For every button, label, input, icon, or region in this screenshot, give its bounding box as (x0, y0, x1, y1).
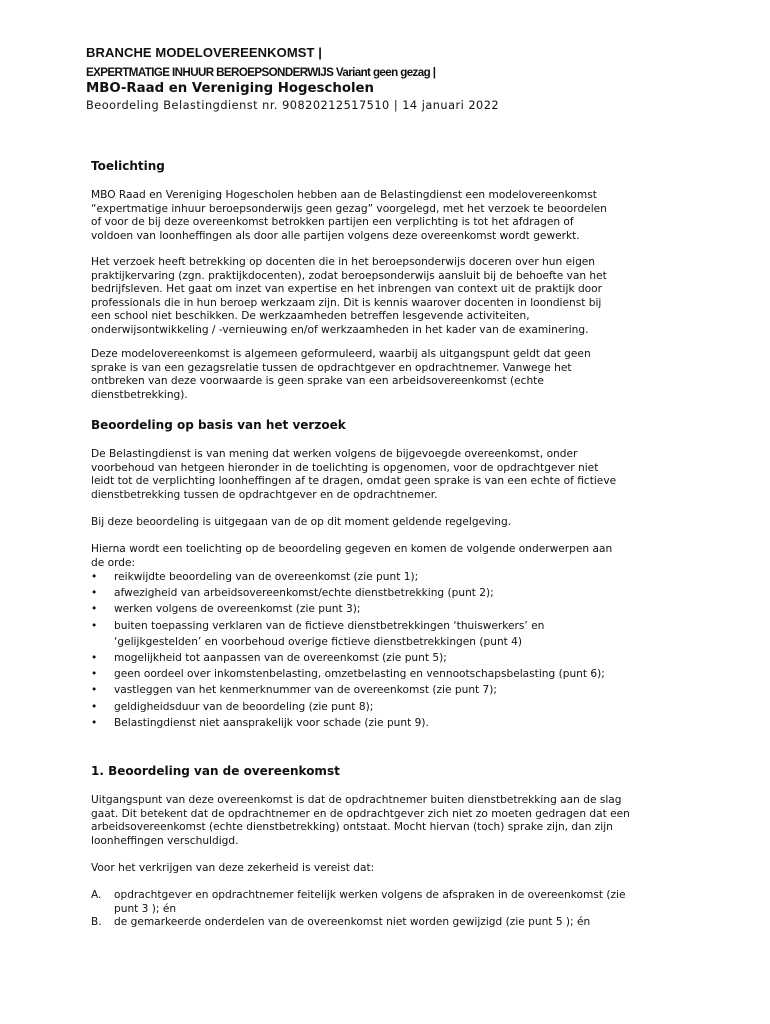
text-line: Bij deze beoordeling is uitgegaan van de op dit moment geldende regelgeving. (91, 516, 512, 528)
list-marker: A. (91, 889, 102, 901)
paragraph-section-1-1 (91, 794, 691, 848)
list-item (91, 666, 605, 682)
list-item (91, 585, 605, 601)
paragraph-toelichting-3 (91, 348, 691, 402)
text-line: professionals die in hun beroep werkzaam zijn. Dit is kennis waarover docenten in loondienst bij (91, 296, 602, 309)
list-marker: B. (91, 916, 102, 929)
text-line: “expertmatige inhuur beroepsonderwijs geen gezag” voorgelegd, met het verzoek te beoordelen (91, 202, 607, 215)
bullet-icon: • (91, 716, 98, 729)
document-title-line-1: BRANCHE MODELOVEREENKOMST | (86, 45, 323, 60)
text-line: een school niet beschikken. De werkzaamheden betreffen lesgevende activiteiten, (91, 310, 530, 323)
paragraph-beoordeling-2 (91, 516, 691, 530)
list-item-text: vastleggen van het kenmerknummer van de overeenkomst (zie punt 7); (114, 684, 497, 697)
text-line: Deze modelovereenkomst is algemeen geformuleerd, waarbij als uitgangspunt geldt dat geen (91, 348, 591, 360)
text-line: leidt tot de verplichting loonheffingen af te dragen, omdat geen sprake is van een echte of fictieve (91, 475, 617, 488)
text-line: Het verzoek heeft betrekking op docenten die in het beroepsonderwijs doceren over hun eigen (91, 256, 596, 268)
text-line: praktijkervaring (zgn. praktijkdocenten), zodat beroepsonderwijs aansluit bij de behoefte van het (91, 269, 607, 282)
list-item-text: mogelijkheid tot aanpassen van de overeenkomst (zie punt 5); (114, 652, 447, 665)
bullet-icon: • (91, 652, 98, 665)
list-item-text-continued: ‘gelijkgestelden’ en voorbehoud overige fictieve dienstbetrekkingen (punt 4) (114, 635, 523, 648)
text-line: sprake is van een gezagsrelatie tussen de opdrachtgever en opdrachtnemer. Vanwege het (91, 361, 572, 374)
list-item (91, 618, 605, 650)
text-line: onderwijsontwikkeling / -vernieuwing en/of werkzaamheden in het kader van de examinering. (91, 323, 589, 336)
list-item (91, 889, 626, 916)
heading-toelichting: Toelichting (91, 159, 165, 173)
list-item (91, 715, 605, 731)
paragraph-toelichting-1 (91, 189, 691, 243)
bullet-icon: • (91, 571, 98, 583)
list-item-text: werken volgens de overeenkomst (zie punt 3); (114, 603, 361, 616)
text-line: Hierna wordt een toelichting op de beoordeling gegeven en komen de volgende onderwerpen aan (91, 543, 613, 555)
list-item-text: reikwijdte beoordeling van de overeenkomst (zie punt 1); (114, 571, 419, 583)
bullet-icon: • (91, 668, 98, 681)
list-item (91, 699, 605, 715)
text-line: gaat. Dit betekent dat de opdrachtnemer en de opdrachtgever zich niet zo moeten gedragen dat een (91, 807, 630, 820)
list-item (91, 601, 605, 617)
list-item-text: buiten toepassing verklaren van de fictieve dienstbetrekkingen ‘thuiswerkers’ en (114, 619, 545, 632)
text-line: Uitgangspunt van deze overeenkomst is dat de opdrachtnemer buiten dienstbetrekking aan de slag (91, 794, 622, 806)
topics-bullet-list (91, 569, 605, 731)
text-line: Voor het verkrijgen van deze zekerheid is vereist dat: (91, 862, 375, 874)
bullet-icon: • (91, 700, 98, 713)
heading-section-1: 1. Beoordeling van de overeenkomst (91, 764, 340, 778)
text-line: ontbreken van deze voorwaarde is geen sprake van een arbeidsovereenkomst (echte (91, 375, 544, 388)
requirements-list (91, 889, 626, 930)
list-item (91, 682, 605, 698)
text-line: De Belastingdienst is van mening dat werken volgens de bijgevoegde overeenkomst, onder (91, 448, 578, 460)
list-item (91, 569, 605, 585)
text-line: voldoen van loonheffingen als door alle partijen volgens deze overeenkomst wordt gewerkt. (91, 229, 580, 242)
paragraph-beoordeling-1 (91, 448, 691, 502)
list-item-text: de gemarkeerde onderdelen van de overeenkomst niet worden gewijzigd (zie punt 5 ); én (114, 916, 591, 929)
list-item (91, 916, 626, 930)
bullet-icon: • (91, 587, 98, 600)
text-line: arbeidsovereenkomst (echte dienstbetrekking) ontstaat. Mocht hiervan (toch) sprake zijn, dan zijn (91, 821, 613, 834)
document-title-line-2: EXPERTMATIGE INHUUR BEROEPSONDERWIJS Variant geen gezag | (86, 66, 436, 79)
text-line: de orde: (91, 556, 136, 569)
text-line: dienstbetrekking). (91, 388, 188, 401)
text-line: loonheffingen verschuldigd. (91, 834, 239, 847)
text-line: voorbehoud van hetgeen hieronder in de toelichting is opgenomen, voor de opdrachtgever niet (91, 461, 599, 474)
list-item-text: opdrachtgever en opdrachtnemer feitelijk werken volgens de afspraken in de overeenkomst (zie (114, 889, 626, 901)
list-item-text-continued: punt 3 ); én (114, 902, 177, 915)
paragraph-beoordeling-3 (91, 543, 691, 570)
bullet-icon: • (91, 603, 98, 616)
text-line: MBO Raad en Vereniging Hogescholen hebben aan de Belastingdienst een modelovereenkomst (91, 189, 597, 201)
text-line: bedrijfsleven. Het gaat om inzet van expertise en het inbrengen van context uit de praktijk door (91, 283, 602, 296)
bullet-icon: • (91, 684, 98, 697)
text-line: dienstbetrekking tussen de opdrachtgever en de opdrachtnemer. (91, 488, 438, 501)
heading-beoordeling: Beoordeling op basis van het verzoek (91, 418, 346, 432)
list-item-text: afwezigheid van arbeidsovereenkomst/echte dienstbetrekking (punt 2); (114, 587, 494, 600)
list-item-text: geen oordeel over inkomstenbelasting, omzetbelasting en vennootschapsbelasting (punt 6); (114, 668, 605, 681)
bullet-icon: • (91, 619, 98, 632)
paragraph-section-1-2 (91, 862, 691, 876)
document-reference: Beoordeling Belastingdienst nr. 90820212517510 | 14 januari 2022 (86, 99, 500, 112)
list-item-text: geldigheidsduur van de beoordeling (zie punt 8); (114, 700, 374, 713)
paragraph-toelichting-2 (91, 256, 691, 338)
text-line: of voor de bij deze overeenkomst betrokken partijen een verplichting is tot het afdragen of (91, 216, 574, 229)
document-title-parties: MBO-Raad en Vereniging Hogescholen (86, 81, 374, 96)
list-item (91, 650, 605, 666)
list-item-text: Belastingdienst niet aansprakelijk voor schade (zie punt 9). (114, 716, 429, 729)
